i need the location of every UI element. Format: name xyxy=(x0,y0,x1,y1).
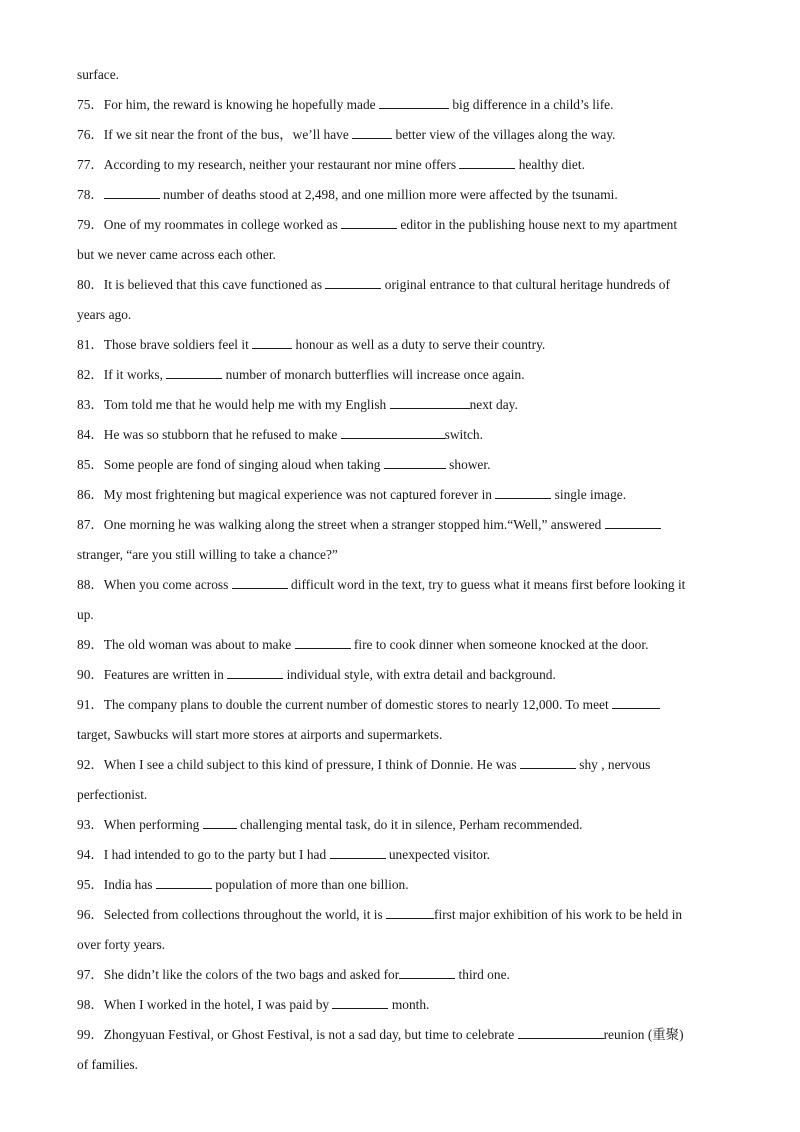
question-item xyxy=(77,630,727,660)
answer-blank[interactable] xyxy=(495,485,551,499)
answer-blank[interactable] xyxy=(612,695,660,709)
question-item xyxy=(77,210,727,270)
question-line xyxy=(77,900,727,930)
answer-blank[interactable] xyxy=(518,1025,604,1039)
question-item xyxy=(77,510,727,570)
answer-blank[interactable] xyxy=(203,815,237,829)
question-text: over forty years. xyxy=(77,937,166,952)
question-text: 87．One morning he was walking along the street when a stranger stopped him.“Well,” answered xyxy=(77,517,605,532)
question-continuation-line xyxy=(77,540,727,570)
question-item xyxy=(77,990,727,1020)
question-line xyxy=(77,120,727,150)
question-text: 90．Features are written in xyxy=(77,667,228,682)
question-line xyxy=(77,510,727,540)
question-text: surface. xyxy=(77,67,120,82)
question-line xyxy=(77,210,727,240)
question-text: years ago. xyxy=(77,307,132,322)
question-line xyxy=(77,270,727,300)
question-item xyxy=(77,420,727,450)
question-line xyxy=(77,750,727,780)
question-text: reunion (重聚) xyxy=(603,1027,684,1042)
question-item xyxy=(77,900,727,960)
question-line xyxy=(77,990,727,1020)
answer-blank[interactable] xyxy=(520,755,576,769)
question-line xyxy=(77,150,727,180)
question-item xyxy=(77,390,727,420)
question-item xyxy=(77,450,727,480)
answer-blank[interactable] xyxy=(227,665,283,679)
question-text: difficult word in the text, try to guess what it means first before looking it xyxy=(287,577,686,592)
continued-text xyxy=(77,60,727,90)
question-text: 79．One of my roommates in college worked as xyxy=(77,217,342,232)
answer-blank[interactable] xyxy=(459,155,515,169)
question-text: number of monarch butterflies will increase once again. xyxy=(222,367,525,382)
question-text: original entrance to that cultural heritage hundreds of xyxy=(381,277,670,292)
question-text: healthy diet. xyxy=(515,157,585,172)
question-item xyxy=(77,750,727,810)
question-text: first major exhibition of his work to be held in xyxy=(434,907,683,922)
question-continuation-line xyxy=(77,720,727,750)
question-item xyxy=(77,330,727,360)
question-line xyxy=(77,180,727,210)
question-text: 84．He was so stubborn that he refused to make xyxy=(77,427,341,442)
question-item xyxy=(77,120,727,150)
question-item xyxy=(77,960,727,990)
question-item xyxy=(77,360,727,390)
question-text: 97．She didn’t like the colors of the two bags and asked for xyxy=(77,967,400,982)
question-text: 78． xyxy=(77,187,104,202)
question-text: 83．Tom told me that he would help me with my English xyxy=(77,397,390,412)
question-text: unexpected visitor. xyxy=(385,847,491,862)
question-text: 75．For him, the reward is knowing he hopefully made xyxy=(77,97,379,112)
question-item xyxy=(77,1020,727,1080)
question-continuation-line xyxy=(77,780,727,810)
question-item xyxy=(77,150,727,180)
question-continuation-line xyxy=(77,600,727,630)
question-text: shy , nervous xyxy=(575,757,651,772)
question-line xyxy=(77,480,727,510)
question-text: stranger, “are you still willing to take a chance?” xyxy=(77,547,338,562)
question-line xyxy=(77,870,727,900)
question-text: 81．Those brave soldiers feel it xyxy=(77,337,253,352)
question-text: population of more than one billion. xyxy=(211,877,409,892)
question-continuation-line xyxy=(77,930,727,960)
question-text: 76．If we sit near the front of the bus，we’ll have xyxy=(77,127,353,142)
question-item xyxy=(77,480,727,510)
question-item xyxy=(77,810,727,840)
question-text: big difference in a child’s life. xyxy=(448,97,614,112)
answer-blank[interactable] xyxy=(330,845,386,859)
answer-blank[interactable] xyxy=(390,395,470,409)
answer-blank[interactable] xyxy=(295,635,351,649)
question-item xyxy=(77,840,727,870)
question-text: honour as well as a duty to serve their country. xyxy=(292,337,546,352)
question-item xyxy=(77,660,727,690)
question-line xyxy=(77,420,727,450)
question-text: month. xyxy=(388,997,430,1012)
question-text: 89．The old woman was about to make xyxy=(77,637,295,652)
question-text: single image. xyxy=(551,487,627,502)
question-text: 85．Some people are fond of singing aloud when taking xyxy=(77,457,384,472)
answer-blank[interactable] xyxy=(379,95,449,109)
question-text: 92．When I see a child subject to this kind of pressure, I think of Donnie. He was xyxy=(77,757,520,772)
answer-blank[interactable] xyxy=(341,425,445,439)
question-text: target, Sawbucks will start more stores at airports and supermarkets. xyxy=(77,727,443,742)
question-text: up. xyxy=(77,607,94,622)
answer-blank[interactable] xyxy=(399,965,455,979)
question-text: 94．I had intended to go to the party but I had xyxy=(77,847,330,862)
question-text: fire to cook dinner when someone knocked at the door. xyxy=(350,637,649,652)
question-text: 86．My most frightening but magical experience was not captured forever in xyxy=(77,487,496,502)
question-text: challenging mental task, do it in silence, Perham recommended. xyxy=(236,817,583,832)
question-text: but we never came across each other. xyxy=(77,247,276,262)
question-text: 96．Selected from collections throughout the world, it is xyxy=(77,907,387,922)
question-line xyxy=(77,660,727,690)
question-line xyxy=(77,690,727,720)
question-text: shower. xyxy=(445,457,491,472)
question-line xyxy=(77,1020,727,1050)
question-line xyxy=(77,630,727,660)
question-text: switch. xyxy=(444,427,483,442)
question-line xyxy=(77,570,727,600)
answer-blank[interactable] xyxy=(352,125,392,139)
question-text: number of deaths stood at 2,498, and one million more were affected by the tsunami. xyxy=(159,187,618,202)
question-text: perfectionist. xyxy=(77,787,148,802)
exercise-document xyxy=(77,60,727,1080)
question-item xyxy=(77,690,727,750)
question-text: better view of the villages along the way. xyxy=(392,127,616,142)
question-text: 91．The company plans to double the current number of domestic stores to nearly 12,000. To meet xyxy=(77,697,613,712)
question-text: 93．When performing xyxy=(77,817,203,832)
answer-blank[interactable] xyxy=(384,455,446,469)
question-text: 80．It is believed that this cave functioned as xyxy=(77,277,326,292)
question-text: 99．Zhongyuan Festival, or Ghost Festival, is not a sad day, but time to celebrate xyxy=(77,1027,518,1042)
question-line xyxy=(77,450,727,480)
question-text: individual style, with extra detail and background. xyxy=(283,667,556,682)
answer-blank[interactable] xyxy=(104,185,160,199)
question-line xyxy=(77,60,727,90)
question-line xyxy=(77,810,727,840)
question-text: third one. xyxy=(455,967,510,982)
question-continuation-line xyxy=(77,1050,727,1080)
question-text: 77．According to my research, neither your restaurant nor mine offers xyxy=(77,157,460,172)
question-text: 95．India has xyxy=(77,877,156,892)
question-item xyxy=(77,570,727,630)
answer-blank[interactable] xyxy=(332,995,388,1009)
question-item xyxy=(77,270,727,330)
question-item xyxy=(77,90,727,120)
question-item xyxy=(77,870,727,900)
question-item xyxy=(77,180,727,210)
answer-blank[interactable] xyxy=(341,215,397,229)
question-text: 98．When I worked in the hotel, I was paid by xyxy=(77,997,333,1012)
question-line xyxy=(77,960,727,990)
question-line xyxy=(77,840,727,870)
answer-blank[interactable] xyxy=(166,365,222,379)
answer-blank[interactable] xyxy=(325,275,381,289)
question-text: next day. xyxy=(469,397,518,412)
answer-blank[interactable] xyxy=(232,575,288,589)
question-line xyxy=(77,360,727,390)
question-line xyxy=(77,390,727,420)
question-text: of families. xyxy=(77,1057,138,1072)
question-continuation-line xyxy=(77,240,727,270)
question-text: 88．When you come across xyxy=(77,577,232,592)
answer-blank[interactable] xyxy=(156,875,212,889)
question-line xyxy=(77,90,727,120)
question-text: editor in the publishing house next to my apartment xyxy=(397,217,678,232)
question-continuation-line xyxy=(77,300,727,330)
question-text: 82．If it works, xyxy=(77,367,167,382)
answer-blank[interactable] xyxy=(252,335,292,349)
answer-blank[interactable] xyxy=(386,905,434,919)
answer-blank[interactable] xyxy=(605,515,661,529)
question-line xyxy=(77,330,727,360)
